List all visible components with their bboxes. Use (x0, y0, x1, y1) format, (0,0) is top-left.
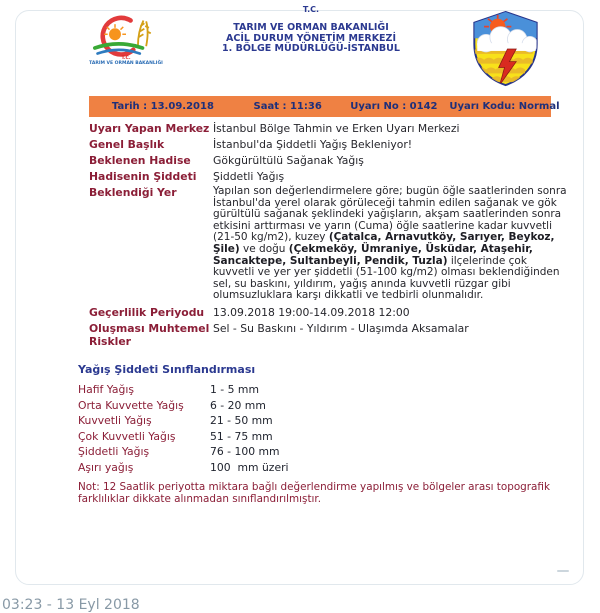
classification-value: 51 - 75 mm (210, 429, 273, 443)
classification-row (78, 383, 564, 396)
field-value: İstanbul'da Şiddetli Yağış Bekleniyor! (213, 138, 413, 151)
report-fields (89, 122, 567, 351)
document-title-block (151, 23, 471, 55)
ministry-caption-tc: T.C. (121, 56, 131, 61)
ministry-caption-name: TARIM VE ORMAN BAKANLIĞI (89, 60, 163, 66)
info-bar-warning-no: Uyarı No : 0142 (350, 101, 438, 112)
classification-row (78, 399, 564, 412)
title-line-center: ACİL DURUM YÖNETİM MERKEZİ (226, 32, 396, 44)
classification-value: 6 - 20 mm (210, 398, 266, 412)
classification-label: Orta Kuvvette Yağış (78, 398, 184, 412)
meteorology-shield-icon (468, 11, 543, 87)
info-bar-warning-code: Uyarı Kodu: Normal (449, 101, 560, 112)
classification-label: Kuvvetli Yağış (78, 414, 152, 428)
classification-row (78, 430, 564, 443)
tweet-media-card[interactable] (15, 5, 584, 585)
field-label: Geçerlilik Periyodu (89, 305, 205, 319)
field-label: Beklenen Hadise (89, 154, 191, 167)
classification-title: Yağış Şiddeti Sınıflandırması (78, 363, 256, 376)
field-row-validity-period (89, 306, 567, 319)
card-dash-mark (557, 570, 569, 572)
title-line-ministry: TARIM VE ORMAN BAKANLIĞI (233, 22, 389, 33)
field-row-event-severity (89, 170, 567, 183)
classification-note: Not: 12 Saatlik periyotta miktara bağlı değerlendirme yapılmış ve bölgeler arası topografik farklılıklar dikkate alınmadan sınıflandırılmıştır. (78, 480, 550, 506)
field-value: İstanbul Bölge Tahmin ve Erken Uyarı Merkezi (213, 122, 460, 135)
field-row-possible-risks (89, 322, 567, 348)
classification-row (78, 445, 564, 458)
classification-value: 76 - 100 mm (210, 445, 280, 459)
classification-label: Hafif Yağış (78, 383, 134, 396)
field-label: Beklendiği Yer (89, 186, 177, 199)
field-label: Uyarı Yapan Merkez (89, 122, 210, 135)
info-bar-time: Saat : 11:36 (253, 101, 322, 112)
field-label: Oluşması Muhtemel Riskler (89, 321, 210, 348)
classification-label: Çok Kuvvetli Yağış (78, 429, 176, 443)
field-value: Sel - Su Baskını - Yıldırım - Ulaşımda Aksamalar (213, 321, 469, 335)
field-value-paragraph: Yapılan son değerlendirmelere göre; bugün öğle saatlerinden sonra İstanbul'da yerel olarak görüleceği tahmin edilen sağanak ve gök gürültülü sağanak şeklindeki yağışların, akşam saatlerinden sonra etkisini arttırması ve yarın (Cuma) öğle saatlerine kadar kuvvetli (21-50 kg/m2), kuzey (Çatalca, Arnavutköy, Sarıyer, Beykoz, Şile) ve doğu (Çekmeköy, Ümraniye, Üsküdar, Ataşehir, Sancaktepe, Sultanbeyli, Pendik, Tuzla) ilçelerinde çok kuvvetli ve yer yer şiddetli (51-100 kg/m2) olması beklendiğinden sel, su baskını, yıldırım, yağış anında kuvvetli rüzgar gibi olumsuzluklara karşı dikkatli ve tedbirli olunmalıdır. (213, 185, 567, 302)
field-label: Hadisenin Şiddeti (89, 170, 197, 183)
info-bar-date: Tarih : 13.09.2018 (111, 101, 214, 112)
field-row-general-title (89, 138, 567, 151)
classification-value: 1 - 5 mm (210, 383, 259, 396)
title-line-region: 1. BÖLGE MÜDÜRLÜĞÜ-İSTANBUL (222, 43, 400, 54)
classification-row (78, 461, 564, 474)
field-value: 13.09.2018 19:00-14.09.2018 12:00 (213, 305, 410, 319)
warning-info-bar (89, 96, 560, 117)
field-row-issuing-center (89, 122, 567, 135)
field-row-expected-event (89, 154, 567, 167)
classification-value: 21 - 50 mm (210, 414, 273, 428)
header-tc-fragment: T.C. (302, 5, 320, 14)
ministry-logo-caption (68, 57, 184, 67)
rainfall-classification (78, 363, 564, 506)
field-label: Genel Başlık (89, 138, 165, 151)
field-value: Gökgürültülü Sağanak Yağış (213, 154, 364, 167)
classification-label: Şiddetli Yağış (78, 445, 150, 459)
classification-row (78, 414, 564, 427)
classification-label: Aşırı yağış (78, 460, 134, 474)
field-value: Şiddetli Yağış (213, 170, 285, 183)
classification-value: 100 mm üzeri (210, 460, 289, 474)
tweet-timestamp-link[interactable]: 03:23 - 13 Eyl 2018 (2, 597, 140, 613)
field-row-expected-location (89, 186, 567, 302)
